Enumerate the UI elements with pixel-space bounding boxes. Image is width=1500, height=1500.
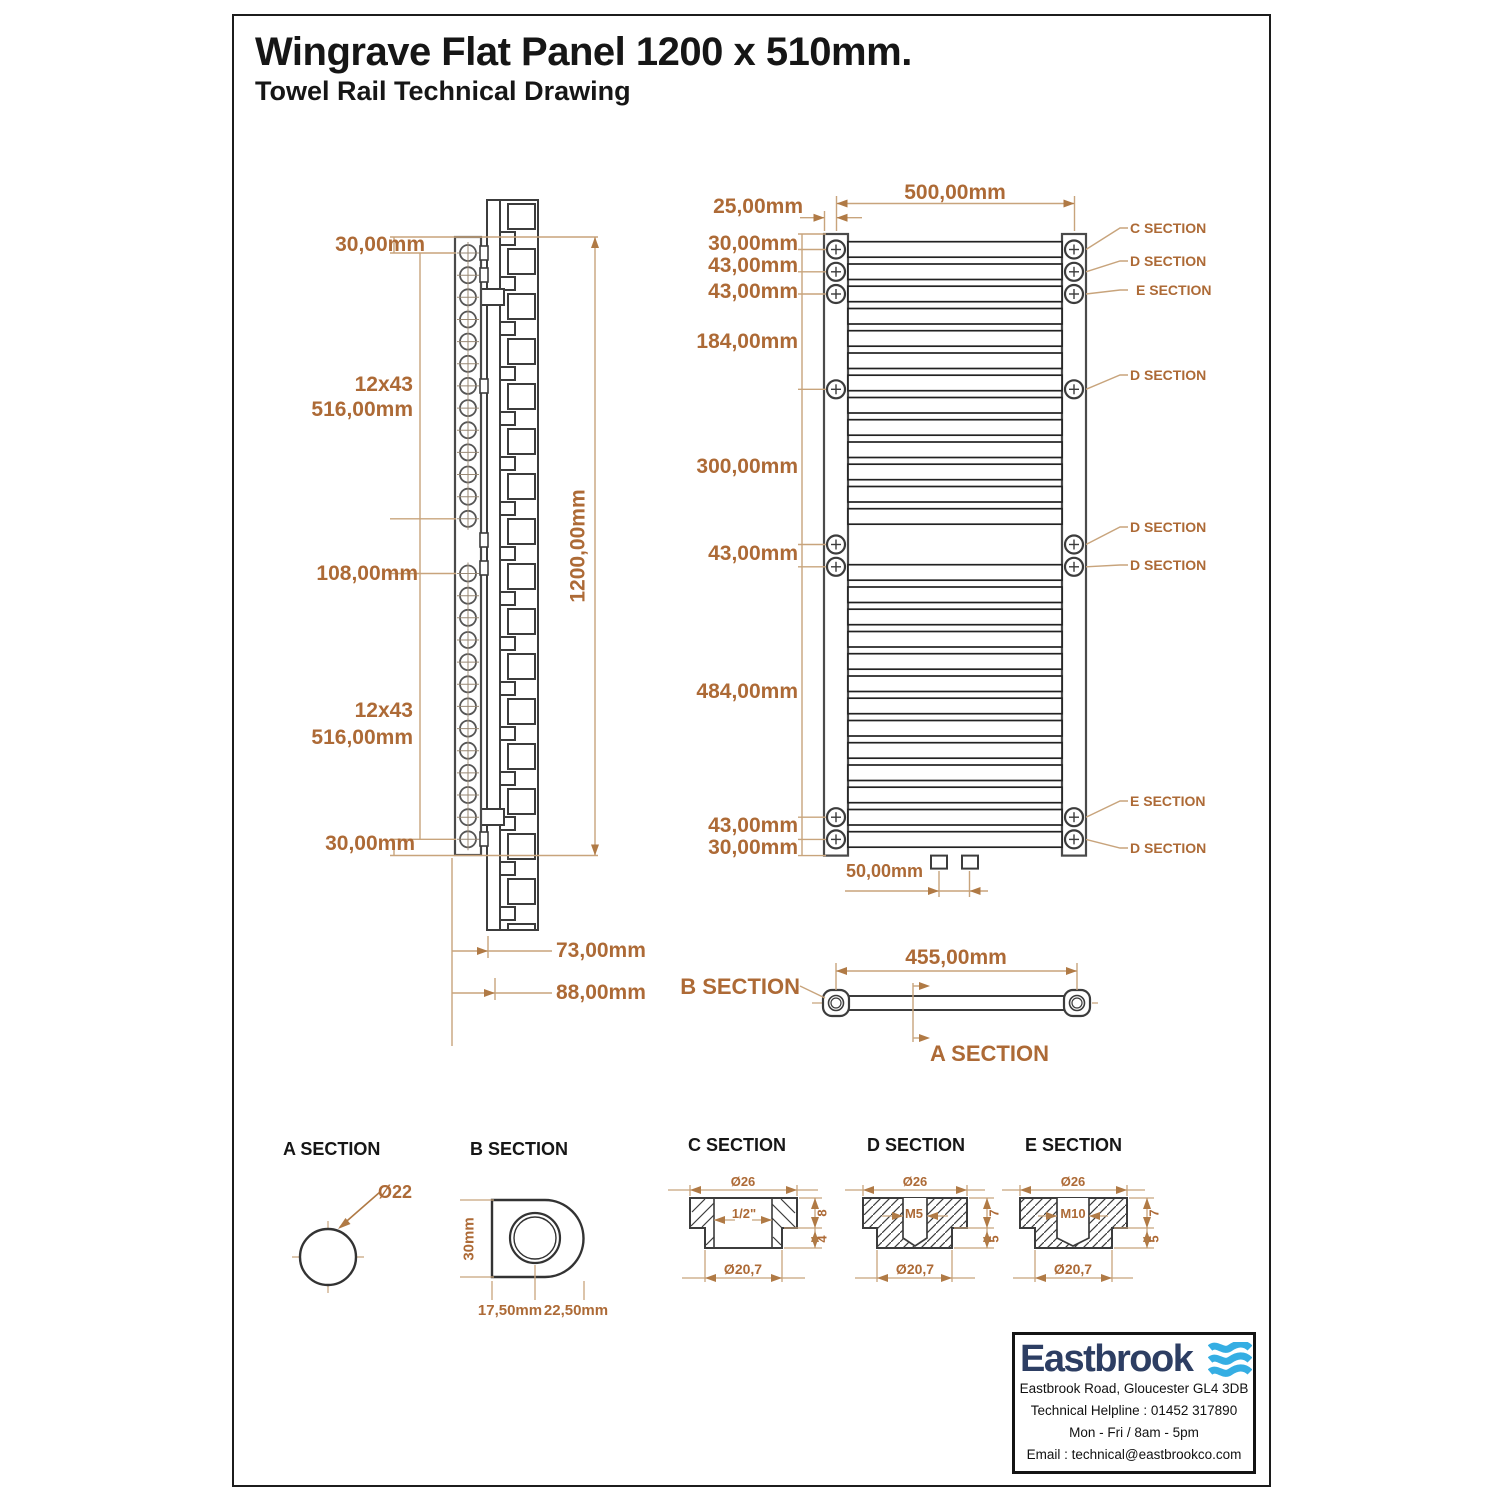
section-c-depth-bottom: 4: [814, 1235, 830, 1243]
brand-hours: Mon - Fri / 8am - 5pm: [1069, 1425, 1199, 1440]
page-title: Wingrave Flat Panel 1200 x 510mm.: [255, 30, 912, 74]
section-e-depth-bottom: 5: [1146, 1235, 1162, 1243]
front-dim-left-7: 484,00mm: [696, 680, 798, 703]
callout-e-section-1: E SECTION: [1136, 282, 1212, 298]
page-subtitle: Towel Rail Technical Drawing: [255, 76, 631, 106]
front-dim-left-2: 43,00mm: [708, 254, 798, 277]
side-dim-height: 1200,00mm: [566, 489, 590, 603]
side-view: [390, 200, 599, 1046]
side-dim-bottom: 30,00mm: [325, 832, 415, 855]
brand-helpline: Technical Helpline : 01452 317890: [1030, 1403, 1238, 1418]
callout-c-section: C SECTION: [1130, 220, 1207, 236]
side-dim-top: 30,00mm: [335, 233, 425, 256]
brand-email: Email : technical@eastbrookco.com: [1026, 1447, 1242, 1462]
side-dim-group1-length: 516,00mm: [311, 398, 413, 421]
front-dim-inset: 25,00mm: [713, 195, 803, 218]
front-dim-left-5: 300,00mm: [696, 455, 798, 478]
section-b-detail: [460, 1200, 584, 1300]
section-a-title: A SECTION: [283, 1139, 381, 1159]
section-e-title: E SECTION: [1025, 1135, 1123, 1155]
callout-d-section-2: D SECTION: [1130, 367, 1207, 383]
section-d-bore: M5: [904, 1206, 924, 1221]
section-b-dim-left: 17,50mm: [477, 1302, 543, 1319]
section-e-dia-top: Ø26: [1060, 1174, 1086, 1189]
front-view-bars: [848, 242, 1062, 848]
side-dim-group2-count: 12x43: [354, 699, 413, 722]
front-dim-left-4: 184,00mm: [696, 330, 798, 353]
front-dim-left-3: 43,00mm: [708, 280, 798, 303]
front-dim-left-1: 30,00mm: [708, 232, 798, 255]
side-dim-middle: 108,00mm: [316, 562, 418, 585]
callout-d-section-3: D SECTION: [1130, 519, 1207, 535]
side-dim-depth-outer: 88,00mm: [556, 981, 646, 1004]
section-b-height: 30mm: [460, 1217, 478, 1261]
front-dim-left-9: 30,00mm: [708, 836, 798, 859]
front-dim-left-6: 43,00mm: [708, 542, 798, 565]
side-dim-group1-count: 12x43: [354, 373, 413, 396]
top-dim-width: 455,00mm: [905, 946, 1007, 969]
side-dim-group2-length: 516,00mm: [311, 726, 413, 749]
section-c-dia-bottom: Ø20,7: [723, 1261, 763, 1277]
callout-d-section-5: D SECTION: [1130, 840, 1207, 856]
section-d-depth-bottom: 5: [986, 1235, 1002, 1243]
brand-waves-icon: [1208, 1342, 1252, 1378]
callout-d-section-1: D SECTION: [1130, 253, 1207, 269]
section-b-dim-right: 22,50mm: [543, 1302, 609, 1319]
callout-d-section-4: D SECTION: [1130, 557, 1207, 573]
brand-address: Eastbrook Road, Gloucester GL4 3DB: [1019, 1381, 1249, 1396]
brand-logo-text: Eastbrook: [1020, 1338, 1193, 1380]
section-c-title: C SECTION: [688, 1135, 787, 1155]
front-view: [798, 196, 1128, 897]
section-e-depth-top: 7: [1146, 1209, 1162, 1217]
section-e-bore: M10: [1060, 1206, 1086, 1221]
section-e-dia-bottom: Ø20,7: [1053, 1261, 1093, 1277]
section-d-dia-top: Ø26: [902, 1174, 928, 1189]
top-view: [800, 963, 1098, 1042]
callout-e-section-2: E SECTION: [1130, 793, 1206, 809]
section-d-depth-top: 7: [986, 1209, 1002, 1217]
section-b-title: B SECTION: [470, 1139, 569, 1159]
section-a-detail: [292, 1192, 380, 1293]
front-dim-width: 500,00mm: [904, 181, 1006, 204]
front-dim-pipes: 50,00mm: [846, 861, 924, 881]
section-c-depth-top: 8: [814, 1209, 830, 1217]
section-c-dia-top: Ø26: [730, 1174, 756, 1189]
section-c-bore: 1/2": [731, 1206, 757, 1221]
front-dim-left-8: 43,00mm: [708, 814, 798, 837]
section-a-diameter: Ø22: [378, 1182, 413, 1202]
top-label-b-section: B SECTION: [680, 974, 800, 999]
section-d-title: D SECTION: [867, 1135, 966, 1155]
section-d-dia-bottom: Ø20,7: [895, 1261, 935, 1277]
side-dim-depth-inner: 73,00mm: [556, 939, 646, 962]
top-label-a-section: A SECTION: [930, 1041, 1049, 1066]
